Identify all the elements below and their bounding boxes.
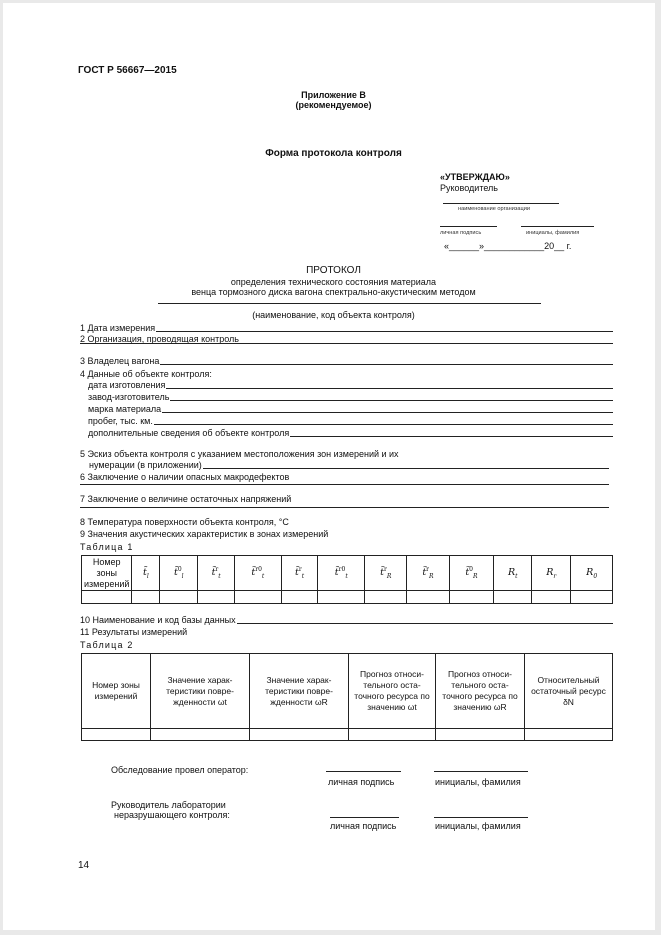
table1-symbol: t̃$^0_R$ — [449, 556, 494, 591]
table2-header: Значение харак-теристики повре-жденности ωR — [250, 654, 349, 729]
table1-symbol: t̃$^r_t$ — [198, 556, 235, 591]
field-macrodefects: 6 Заключение о наличии опасных макродефектов — [80, 472, 290, 482]
table1-symbol: t̃$^r_t$ — [281, 556, 318, 591]
table1-symbol: $R_0$ — [571, 556, 613, 591]
table1-symbol: t̃$^{r0}_t$ — [318, 556, 365, 591]
field-object-data: 4 Данные об объекте контроля: — [80, 369, 212, 379]
field-manufacturer: завод-изготовитель — [88, 392, 613, 403]
table2-header: Относительный остаточный ресурс δN — [525, 654, 613, 729]
table1-header-zone: Номер зоны измерений — [82, 556, 132, 591]
table2-empty-row — [82, 729, 613, 741]
table2-header: Значение харак-теристики повре-жденности ωt — [151, 654, 250, 729]
lab-head-name-caption: инициалы, фамилия — [435, 821, 521, 831]
field-temperature: 8 Температура поверхности объекта контроля, °С — [80, 517, 289, 527]
field-mileage: пробег, тыс. км. — [88, 416, 613, 427]
field-owner: 3 Владелец вагона — [80, 356, 613, 367]
table1-symbol: $R_t$ — [494, 556, 532, 591]
field-acoustic-values: 9 Значения акустических характеристик в зонах измерений — [80, 529, 329, 539]
page-number: 14 — [78, 860, 90, 871]
form-title: Форма протокола контроля — [265, 148, 402, 159]
table-2 — [81, 653, 613, 741]
org-line — [443, 203, 559, 204]
protocol-heading: ПРОТОКОЛ — [306, 265, 361, 276]
appendix-subtitle: (рекомендуемое) — [295, 100, 372, 110]
approve-sign-caption: личная подпись — [440, 230, 482, 236]
field-material-grade: марка материала — [88, 404, 613, 415]
field-manufacture-date: дата изготовления — [88, 380, 613, 391]
operator-name-caption: инициалы, фамилия — [435, 777, 521, 787]
lab-head-label-2: неразрушающего контроля: — [114, 810, 230, 820]
approve-date-line: «______»____________20__ г. — [444, 241, 572, 251]
org-caption: наименование организации — [458, 206, 530, 212]
protocol-line-2: венца тормозного диска вагона спектрально-акустическим методом — [191, 287, 476, 297]
table2-header: Прогноз относи-тельного оста-точного ресурса по значению ωR — [436, 654, 525, 729]
field-extra-info: дополнительные сведения об объекте контроля — [88, 428, 613, 439]
lab-head-sign-line[interactable] — [330, 817, 399, 818]
document-page — [3, 3, 655, 930]
table1-symbol: t̃$^r_R$ — [365, 556, 407, 591]
table-1 — [81, 555, 613, 604]
approve-role: Руководитель — [440, 183, 498, 193]
operator-sign-line[interactable] — [326, 771, 401, 772]
operator-name-line[interactable] — [434, 771, 528, 772]
field-measure-date: 1 Дата измерения — [80, 323, 613, 334]
approve-sign-line — [440, 226, 497, 227]
approve-name-caption: инициалы, фамилия — [526, 230, 580, 236]
field-line[interactable] — [156, 323, 613, 332]
field-database: 10 Наименование и код базы данных — [80, 615, 613, 626]
operator-label: Обследование провел оператор: — [111, 765, 249, 775]
table1-symbol: $R_r$ — [532, 556, 571, 591]
object-caption: (наименование, код объекта контроля) — [252, 310, 415, 320]
table1-symbol: t̃$^r_R$ — [407, 556, 449, 591]
table1-empty-row — [82, 591, 613, 604]
operator-sign-caption: личная подпись — [328, 777, 395, 787]
field-results: 11 Результаты измерений — [80, 627, 188, 637]
field-organization-line[interactable] — [80, 343, 613, 344]
table2-header: Номер зоны измерений — [82, 654, 151, 729]
protocol-line-1: определения технического состояния материала — [230, 277, 437, 287]
lab-head-sign-caption: личная подпись — [330, 821, 397, 831]
approve-name-line — [521, 226, 594, 227]
appendix-title: Приложение В — [301, 90, 366, 100]
field-macrodefects-line[interactable] — [80, 484, 609, 485]
field-sketch-numbering: нумерации (в приложении) — [89, 460, 609, 471]
doc-code: ГОСТ Р 56667—2015 — [78, 65, 177, 76]
table2-caption: Таблица 2 — [80, 640, 134, 650]
table1-symbol: $t̃_l$ — [132, 556, 160, 591]
lab-head-label-1: Руководитель лаборатории — [111, 800, 226, 810]
lab-head-name-line[interactable] — [434, 817, 528, 818]
field-organization: 2 Организация, проводящая контроль — [80, 334, 239, 344]
field-residual-stress: 7 Заключение о величине остаточных напряжений — [80, 494, 292, 504]
table2-header: Прогноз относи-тельного оста-точного ресурса по значению ωt — [349, 654, 436, 729]
field-sketch: 5 Эскиз объекта контроля с указанием местоположения зон измерений и их — [80, 449, 399, 459]
object-line — [158, 303, 541, 304]
table1-symbol: t̃$^0_l$ — [160, 556, 198, 591]
field-residual-stress-line[interactable] — [80, 507, 609, 508]
table1-caption: Таблица 1 — [80, 542, 134, 552]
table1-symbol: t̃$^{r0}_t$ — [235, 556, 282, 591]
approve-word: «УТВЕРЖДАЮ» — [440, 172, 510, 182]
